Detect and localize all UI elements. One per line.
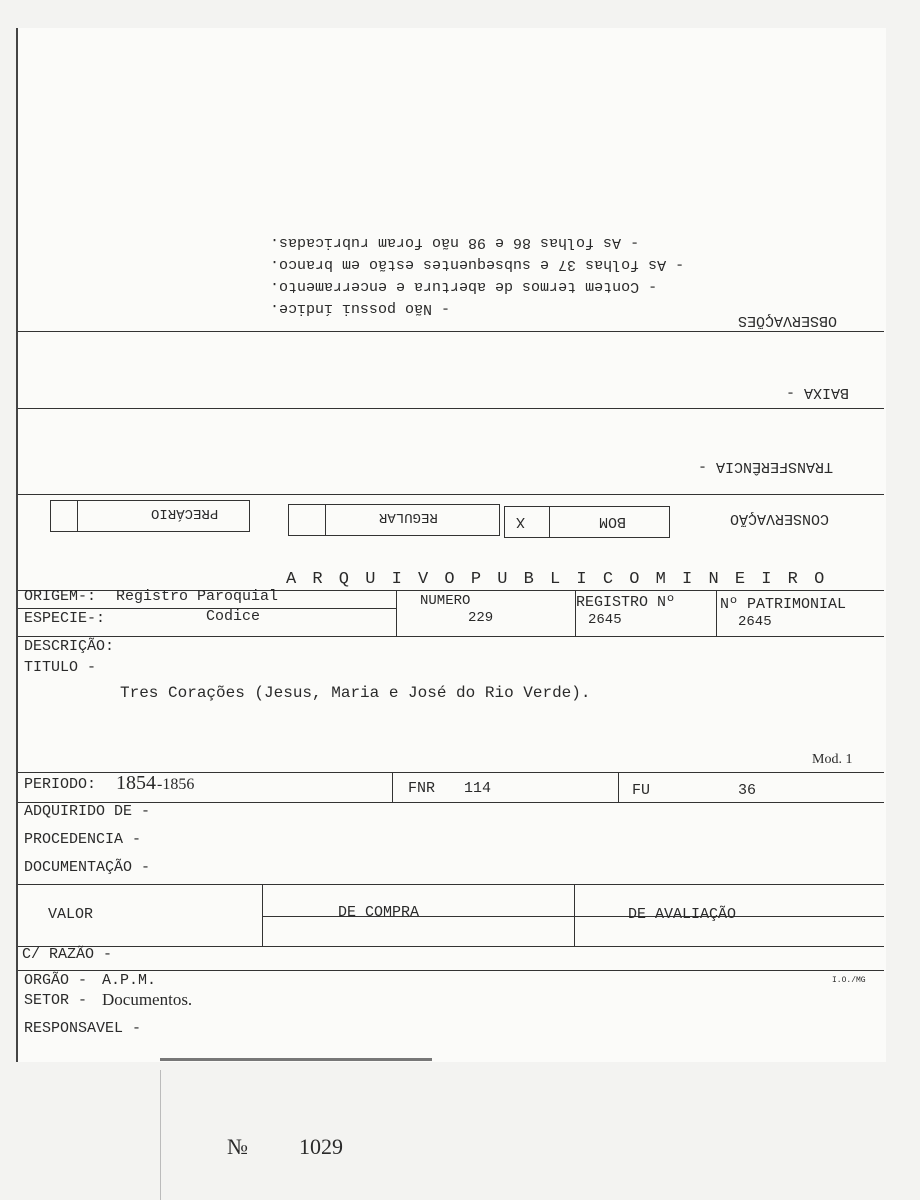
descricao-label: DESCRIÇÃO:: [24, 638, 115, 655]
box-divider: [77, 501, 78, 531]
stub-number-symbol: №: [227, 1134, 248, 1159]
fu-label: FU: [632, 782, 651, 799]
divider: [18, 331, 884, 332]
card-edge-shadow: [160, 1058, 432, 1061]
observacoes-line-2: - Contem termos de abertura e encerramento.: [270, 278, 658, 295]
patrimonial-label: Nº PATRIMONIAL: [720, 596, 847, 613]
observacoes-line-3: - As folhas 37 e subsequentes estão em branco.: [270, 256, 685, 273]
bom-label: BOM: [599, 513, 627, 530]
titulo-value: Tres Corações (Jesus, Maria e José do Rio Verde).: [120, 684, 591, 702]
divider: [18, 608, 396, 609]
conservacao-label: CONSERVAÇÃO: [730, 510, 830, 527]
fnr-label: FNR: [408, 780, 436, 797]
setor-label: SETOR -: [24, 992, 88, 1009]
model-number: Mod. 1: [812, 752, 853, 767]
especie-label: ESPECIE-:: [24, 610, 106, 627]
registro-value: 2645: [588, 612, 622, 628]
orgao-value: A.P.M.: [102, 972, 157, 989]
box-divider: [325, 505, 326, 535]
razao-label: C/ RAZÃO -: [22, 946, 113, 963]
cell-divider: [618, 772, 619, 802]
fu-value: 36: [738, 782, 757, 799]
box-divider: [549, 507, 550, 537]
divider: [18, 946, 884, 947]
divider: [18, 884, 884, 885]
valor-avaliacao-label: DE AVALIAÇÃO: [628, 906, 737, 923]
divider: [18, 970, 884, 971]
origem-value: Registro Paroquial: [116, 588, 279, 605]
periodo-label: PERIODO:: [24, 776, 97, 793]
divider: [18, 494, 884, 495]
especie-value: Codice: [206, 608, 261, 625]
checkbox-precario[interactable]: [50, 500, 250, 532]
printer-mark: I.O./MG: [832, 976, 866, 985]
documentacao-label: DOCUMENTAÇÃO -: [24, 859, 151, 876]
divider: [262, 916, 884, 917]
periodo-end: -1856: [157, 776, 195, 793]
baixa-label: BAIXA -: [786, 384, 850, 401]
numero-value: 229: [468, 610, 494, 626]
orgao-label: ORGÃO -: [24, 972, 88, 989]
cell-divider: [396, 590, 397, 636]
responsavel-label: RESPONSAVEL -: [24, 1020, 142, 1037]
periodo-start: 1854: [116, 772, 156, 794]
checkbox-regular[interactable]: [288, 504, 500, 536]
titulo-label: TITULO -: [24, 659, 97, 676]
cell-divider: [262, 884, 263, 946]
adquirido-label: ADQUIRIDO DE -: [24, 803, 151, 820]
bom-mark: X: [516, 513, 526, 530]
divider: [18, 636, 884, 637]
origem-label: ORIGEM-:: [24, 588, 97, 605]
stub-number: 1029: [299, 1134, 343, 1159]
procedencia-label: PROCEDENCIA -: [24, 831, 142, 848]
valor-compra-label: DE COMPRA: [338, 904, 420, 921]
cell-divider: [392, 772, 393, 802]
checkbox-bom[interactable]: [504, 506, 670, 538]
observacoes-label: OBSERVAÇÕES: [738, 312, 838, 329]
transferencia-label: TRANSFERÊNCIA -: [698, 458, 834, 475]
setor-value: Documentos.: [102, 990, 193, 1009]
archive-title: A R Q U I V O P U B L I C O M I N E I R O: [286, 570, 828, 589]
observacoes-line-4: - As folhas 86 e 98 não foram rubricadas.: [270, 234, 640, 251]
fnr-value: 114: [464, 780, 492, 797]
registro-label: REGISTRO Nº: [576, 594, 676, 611]
observacoes-line-1: - Não possui índice.: [270, 300, 451, 317]
numero-label: NUMERO: [420, 593, 471, 609]
cell-divider: [574, 884, 575, 946]
card-stub: [160, 1070, 920, 1200]
regular-label: REGULAR: [379, 509, 438, 525]
precario-label: PRECÁRIO: [151, 505, 219, 521]
patrimonial-value: 2645: [738, 614, 772, 630]
catalog-card: [16, 28, 886, 1062]
divider: [18, 408, 884, 409]
cell-divider: [716, 590, 717, 636]
valor-label: VALOR: [48, 906, 94, 923]
